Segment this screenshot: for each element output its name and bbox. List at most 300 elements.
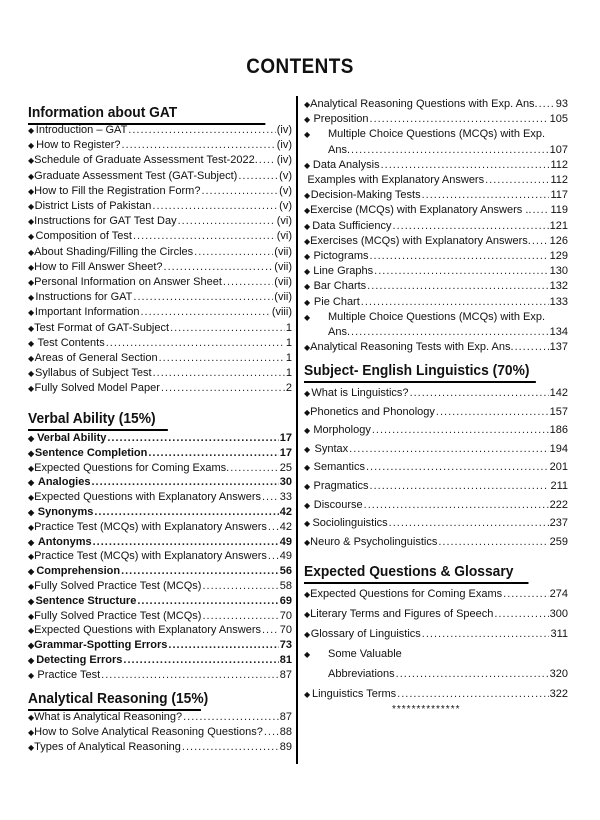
leader-dots	[389, 517, 549, 530]
toc-entry[interactable]	[28, 382, 292, 395]
toc-entry[interactable]	[28, 610, 292, 623]
bullet-icon: ◆	[28, 463, 35, 473]
toc-entry[interactable]	[304, 648, 568, 661]
leader-dots	[532, 235, 549, 248]
toc-entry[interactable]	[304, 113, 568, 126]
toc-entry[interactable]	[28, 124, 292, 137]
entry-label: Grammar-Spotting Errors	[34, 639, 168, 652]
leader-dots	[259, 154, 276, 167]
entry-label: District Lists of Pakistan	[34, 200, 152, 212]
toc-entry[interactable]	[28, 654, 292, 667]
page-number: 2	[285, 382, 292, 395]
entry-label: Analytical Reasoning Tests with Exp. Ans.	[310, 341, 514, 354]
entry-label: Introduction – GAT	[35, 124, 128, 136]
leader-dots	[515, 341, 549, 354]
page-number: 17	[279, 446, 292, 459]
page-number: 107	[549, 143, 568, 156]
page-number: 311	[550, 628, 568, 640]
page-title: CONTENTS	[246, 55, 354, 78]
page-number: 42	[279, 506, 292, 518]
bullet-icon: ◆	[304, 519, 311, 529]
section-header: Analytical Reasoning (15%)	[28, 690, 201, 711]
toc-entry[interactable]	[28, 276, 292, 289]
entry-label-continued: Ans.	[328, 143, 351, 156]
toc-entry[interactable]	[28, 230, 292, 243]
leader-dots	[262, 624, 279, 637]
page-number: 93	[555, 98, 568, 110]
entry-label-continued: Ans.	[328, 326, 351, 338]
entry-label: Schedule of Graduate Assessment Test-2022.	[34, 154, 258, 167]
leader-dots	[370, 250, 549, 263]
leader-dots	[494, 608, 548, 621]
entry-label: Bar Charts	[313, 280, 367, 293]
entry-label: Verbal Ability	[37, 432, 107, 444]
entry-label: About Shading/Filling the Circles	[34, 245, 194, 258]
toc-entry[interactable]	[28, 711, 292, 724]
page-number: (vii)	[274, 245, 292, 258]
entry-label: Practice Test	[37, 668, 101, 681]
toc-entry[interactable]	[304, 517, 568, 530]
leader-dots	[137, 595, 278, 608]
page-number: 49	[279, 535, 292, 548]
page-number: 222	[549, 498, 568, 511]
entry-label: Some Valuable	[328, 648, 402, 660]
page-number: 322	[549, 688, 568, 700]
toc-entry[interactable]	[28, 246, 292, 259]
bullet-icon: ◆	[304, 407, 311, 417]
leader-dots	[121, 565, 279, 578]
toc-entry[interactable]	[28, 580, 292, 593]
entry-label: Sentence Structure	[35, 594, 137, 607]
leader-dots	[201, 185, 278, 198]
toc-entry-continued[interactable]	[328, 668, 568, 681]
entry-label: Graduate Assessment Test (GAT-Subject)	[34, 169, 238, 182]
toc-entry[interactable]	[304, 499, 568, 512]
entry-label: Practice Test (MCQs) with Explanatory Answers	[34, 520, 267, 533]
page-number: 112	[550, 158, 568, 171]
toc-entry[interactable]	[304, 406, 568, 419]
section-header: Expected Questions & Glossary	[304, 563, 528, 584]
section-header: Information about GAT	[28, 104, 265, 125]
page-number: 119	[550, 204, 568, 217]
entry-label: Personal Information on Answer Sheet	[34, 276, 222, 288]
page-number: 201	[549, 461, 568, 474]
entry-label: Exercises (MCQs) with Explanatory Answers.	[310, 234, 531, 247]
page-number: 73	[279, 639, 292, 652]
toc-entry[interactable]	[28, 185, 292, 198]
bullet-icon: ◆	[28, 448, 35, 458]
page-number: (vii)	[274, 276, 292, 288]
leader-dots	[223, 276, 273, 289]
leader-dots	[93, 536, 279, 549]
page-number: 1	[285, 321, 292, 334]
toc-entry[interactable]	[28, 215, 292, 228]
toc-entry[interactable]	[28, 261, 292, 274]
bullet-icon: ◆	[28, 232, 35, 242]
bullet-icon: ◆	[28, 743, 35, 752]
bullet-icon: ◆	[304, 389, 311, 398]
bullet-icon: ◆	[28, 537, 35, 547]
leader-dots	[393, 220, 549, 233]
bullet-icon: ◆	[28, 156, 35, 166]
leader-dots	[351, 144, 549, 157]
page-number: 56	[279, 565, 292, 578]
entry-label: Decision-Making Tests	[310, 189, 421, 202]
leader-dots	[349, 443, 548, 456]
page-number: 89	[279, 741, 292, 753]
page-number: 130	[549, 265, 568, 278]
decorative-stars: **************	[392, 704, 461, 715]
toc-entry[interactable]	[304, 461, 568, 474]
page-number: (v)	[279, 184, 292, 197]
entry-label: Synonyms	[37, 506, 94, 518]
entry-label: Comprehension	[36, 565, 121, 578]
bullet-icon: ◆	[28, 186, 35, 196]
leader-dots	[264, 726, 279, 739]
bullet-icon: ◆	[28, 126, 35, 135]
page-number: 70	[279, 609, 292, 622]
bullet-icon: ◆	[304, 537, 311, 547]
toc-entry[interactable]	[28, 565, 292, 578]
bullet-icon: ◆	[304, 630, 311, 639]
toc-entry[interactable]	[28, 741, 292, 754]
toc-entry[interactable]	[28, 432, 292, 445]
entry-label: Morphology	[313, 424, 371, 437]
toc-entry[interactable]	[304, 174, 568, 187]
entry-label: Preposition	[313, 113, 369, 126]
entry-label-continued: Abbreviations	[328, 668, 395, 680]
leader-dots	[372, 424, 549, 437]
leader-dots	[133, 291, 273, 304]
page-number: 237	[549, 517, 568, 530]
toc-entry[interactable]	[28, 536, 292, 549]
leader-dots	[436, 406, 549, 419]
entry-label: Multiple Choice Questions (MCQs) with Exp.	[328, 128, 546, 141]
page-number: 33	[279, 491, 292, 504]
page-number: 58	[279, 580, 292, 592]
entry-label: Data Sufficiency	[312, 219, 392, 232]
entry-label: What is Linguistics?	[311, 387, 409, 399]
entry-label: Composition of Test	[35, 230, 132, 243]
bullet-icon: ◆	[28, 384, 35, 394]
leader-dots	[381, 159, 550, 172]
bullet-icon: ◆	[304, 463, 311, 473]
bullet-icon: ◆	[28, 141, 35, 151]
page-number: 81	[279, 654, 292, 666]
toc-entry[interactable]	[304, 189, 568, 202]
toc-entry[interactable]	[28, 367, 292, 380]
bullet-icon: ◆	[28, 478, 35, 488]
page-number: (vii)	[274, 260, 292, 273]
toc-entry[interactable]	[304, 311, 568, 324]
toc-entry[interactable]	[304, 387, 568, 400]
toc-entry[interactable]	[28, 139, 292, 152]
leader-dots	[101, 669, 279, 682]
bullet-icon: ◆	[304, 590, 311, 599]
entry-label: Multiple Choice Questions (MCQs) with Exp.	[328, 310, 546, 323]
entry-label: Practice Test (MCQs) with Explanatory Answers	[34, 550, 267, 563]
bullet-icon: ◆	[304, 160, 311, 170]
entry-label: Instructions for GAT	[35, 291, 133, 304]
bullet-icon: ◆	[28, 641, 35, 651]
bullet-icon: ◆	[304, 500, 311, 510]
entry-label: Fully Solved Model Paper	[34, 382, 160, 395]
toc-entry[interactable]	[28, 337, 292, 350]
leader-dots	[164, 261, 274, 274]
page-number: (vi)	[276, 215, 292, 228]
leader-dots	[367, 280, 548, 293]
leader-dots	[94, 506, 278, 519]
toc-entry[interactable]	[28, 550, 292, 563]
entry-label: Instructions for GAT Test Day	[34, 215, 177, 228]
bullet-icon: ◆	[304, 312, 311, 322]
entry-label: Sociolinguistics	[312, 517, 388, 530]
page-number: 194	[549, 442, 568, 455]
page-number: 30	[279, 476, 292, 489]
toc-entry[interactable]	[28, 170, 292, 183]
bullet-icon: ◆	[28, 354, 35, 363]
toc-entry[interactable]	[28, 639, 292, 652]
toc-entry-continued[interactable]	[328, 144, 568, 157]
leader-dots	[107, 432, 278, 445]
bullet-icon: ◆	[28, 626, 35, 636]
bullet-icon: ◆	[28, 369, 35, 379]
bullet-icon: ◆	[28, 247, 35, 257]
entry-label: Expected Questions with Explanatory Answers	[34, 624, 261, 637]
entry-label: Areas of General Section	[34, 352, 158, 364]
page-number: 137	[549, 341, 568, 354]
bullet-icon: ◆	[28, 567, 35, 577]
leader-dots	[374, 265, 548, 278]
leader-dots	[366, 461, 549, 474]
leader-dots	[140, 306, 270, 319]
bullet-icon: ◆	[304, 267, 311, 277]
leader-dots	[170, 322, 285, 335]
toc-entry[interactable]	[304, 424, 568, 437]
page-number: (vi)	[276, 230, 292, 243]
entry-label: Syllabus of Subject Test	[34, 367, 152, 380]
bullet-icon: ◆	[304, 482, 311, 491]
entry-label: Expected Questions for Coming Exams	[310, 588, 503, 600]
toc-entry[interactable]	[28, 521, 292, 534]
leader-dots	[370, 113, 549, 126]
leader-dots	[370, 480, 550, 493]
page-number: 320	[549, 668, 568, 680]
page-number: 25	[279, 461, 292, 474]
toc-entry[interactable]	[28, 306, 292, 319]
bullet-icon: ◆	[28, 493, 35, 503]
bullet-icon: ◆	[28, 713, 35, 722]
entry-label: Expected Questions with Explanatory Answers	[34, 491, 261, 504]
toc-entry[interactable]	[304, 159, 568, 172]
bullet-icon: ◆	[28, 611, 35, 621]
toc-entry[interactable]	[304, 235, 568, 248]
toc-entry[interactable]	[304, 588, 568, 601]
leader-dots	[122, 139, 276, 152]
leader-dots	[202, 580, 278, 593]
leader-dots	[230, 462, 279, 475]
leader-dots	[202, 610, 278, 623]
leader-dots	[422, 628, 550, 641]
toc-entry-continued[interactable]	[328, 326, 568, 339]
page-number: (vii)	[274, 291, 292, 304]
column-divider	[296, 96, 298, 764]
toc-entry[interactable]	[304, 536, 568, 549]
entry-label: Antonyms	[37, 535, 92, 548]
entry-label: Literary Terms and Figures of Speech	[310, 608, 494, 620]
toc-entry[interactable]	[304, 443, 568, 456]
bullet-icon: ◆	[28, 308, 35, 318]
bullet-icon: ◆	[28, 728, 35, 737]
entry-label: Detecting Errors	[36, 654, 123, 666]
toc-entry[interactable]	[28, 624, 292, 637]
entry-label: Important Information	[34, 306, 140, 319]
entry-label: Pragmatics	[313, 480, 369, 492]
toc-entry[interactable]	[28, 491, 292, 504]
leader-dots	[268, 550, 279, 563]
toc-entry[interactable]	[28, 291, 292, 304]
leader-dots	[539, 98, 555, 111]
page-number: 134	[549, 326, 568, 338]
toc-entry[interactable]	[304, 250, 568, 263]
bullet-icon: ◆	[28, 656, 35, 665]
toc-entry[interactable]	[28, 669, 292, 682]
toc-entry[interactable]	[304, 688, 568, 701]
toc-entry[interactable]	[304, 480, 568, 493]
leader-dots	[91, 476, 278, 489]
toc-entry[interactable]	[304, 220, 568, 233]
page-number: 87	[279, 711, 292, 723]
toc-entry[interactable]	[28, 726, 292, 739]
page-number: 69	[279, 594, 292, 607]
leader-dots	[152, 200, 278, 213]
page-number: (viii)	[271, 306, 292, 319]
bullet-icon: ◆	[28, 670, 35, 680]
bullet-icon: ◆	[304, 426, 311, 436]
toc-entry[interactable]	[304, 628, 568, 641]
entry-label: Data Analysis	[312, 158, 380, 171]
entry-label: Examples with Explanatory Answers	[307, 174, 485, 186]
toc-entry[interactable]	[304, 341, 568, 354]
bullet-icon: ◆	[304, 130, 311, 140]
toc-entry[interactable]	[28, 595, 292, 608]
bullet-icon: ◆	[28, 262, 35, 272]
toc-entry[interactable]	[28, 506, 292, 519]
entry-label: Analogies	[37, 476, 91, 489]
page-number: (v)	[279, 169, 292, 182]
bullet-icon: ◆	[304, 206, 311, 216]
page-number: 87	[279, 668, 292, 681]
bullet-icon: ◆	[304, 650, 311, 659]
toc-entry[interactable]	[28, 200, 292, 213]
toc-entry[interactable]	[28, 322, 292, 335]
leader-dots	[396, 668, 549, 681]
entry-label: How to Fill the Registration Form?	[34, 184, 201, 197]
section-header: Subject- English Linguistics (70%)	[304, 362, 536, 383]
leader-dots	[397, 688, 548, 701]
section-header: Verbal Ability (15%)	[28, 410, 168, 431]
leader-dots	[262, 491, 279, 504]
page-number: (iv)	[276, 139, 292, 152]
entry-label: Test Format of GAT-Subject	[34, 321, 170, 334]
toc-entry[interactable]	[28, 462, 292, 475]
entry-label: Analytical Reasoning Questions with Exp. Ans.	[310, 98, 538, 110]
toc-entry[interactable]	[28, 476, 292, 489]
entry-label: What is Analytical Reasoning?	[34, 711, 183, 723]
bullet-icon: ◆	[28, 293, 35, 303]
bullet-icon: ◆	[304, 343, 311, 353]
page-number: 105	[549, 113, 568, 126]
toc-entry[interactable]	[304, 280, 568, 293]
page-number: 88	[279, 726, 292, 738]
toc-entry[interactable]	[304, 204, 568, 217]
leader-dots	[159, 352, 285, 365]
bullet-icon: ◆	[304, 191, 311, 201]
toc-entry[interactable]	[304, 265, 568, 278]
page-number: 133	[549, 295, 568, 308]
entry-label: Sentence Completion	[34, 446, 148, 459]
bullet-icon: ◆	[304, 297, 311, 307]
page-number: 157	[549, 405, 568, 418]
leader-dots	[238, 170, 278, 183]
bullet-icon: ◆	[28, 522, 35, 532]
bullet-icon: ◆	[304, 236, 311, 246]
leader-dots	[148, 447, 278, 460]
leader-dots	[178, 215, 276, 228]
page-number: 129	[549, 250, 568, 262]
entry-label: Exercise (MCQs) with Explanatory Answers ..	[310, 204, 532, 217]
page-number: 112	[550, 174, 568, 186]
page-number: (v)	[279, 200, 292, 212]
toc-entry[interactable]	[304, 296, 568, 309]
leader-dots	[168, 639, 278, 652]
bullet-icon: ◆	[28, 278, 35, 287]
leader-dots	[194, 246, 273, 259]
entry-label: Fully Solved Practice Test (MCQs)	[34, 609, 202, 622]
leader-dots	[364, 499, 549, 512]
page-number: 49	[279, 550, 292, 563]
bullet-icon: ◆	[304, 115, 311, 125]
toc-entry[interactable]	[304, 608, 568, 621]
entry-label: How to Register?	[36, 139, 121, 152]
leader-dots	[128, 124, 275, 137]
toc-entry[interactable]	[28, 154, 292, 167]
page-number: (iv)	[276, 124, 292, 136]
bullet-icon: ◆	[28, 217, 35, 227]
bullet-icon: ◆	[304, 100, 311, 109]
bullet-icon: ◆	[28, 508, 35, 517]
leader-dots	[351, 326, 549, 339]
page-number: 142	[549, 387, 568, 399]
bullet-icon: ◆	[28, 582, 35, 591]
toc-entry[interactable]	[304, 128, 568, 141]
page-number: 121	[549, 219, 568, 232]
entry-label: How to Solve Analytical Reasoning Questions?	[34, 726, 263, 738]
page-number: 42	[279, 520, 292, 533]
entry-label: How to Fill Answer Sheet?	[34, 260, 163, 273]
entry-label: Test Contents	[37, 336, 105, 349]
toc-entry[interactable]	[304, 98, 568, 111]
bullet-icon: ◆	[28, 596, 35, 606]
entry-label: Glossary of Linguistics	[310, 628, 421, 640]
toc-entry[interactable]	[28, 352, 292, 365]
leader-dots	[183, 711, 279, 724]
page-number: 274	[549, 588, 568, 600]
leader-dots	[422, 189, 550, 202]
leader-dots	[133, 230, 276, 243]
toc-entry[interactable]	[28, 447, 292, 460]
bullet-icon: ◆	[28, 552, 35, 562]
